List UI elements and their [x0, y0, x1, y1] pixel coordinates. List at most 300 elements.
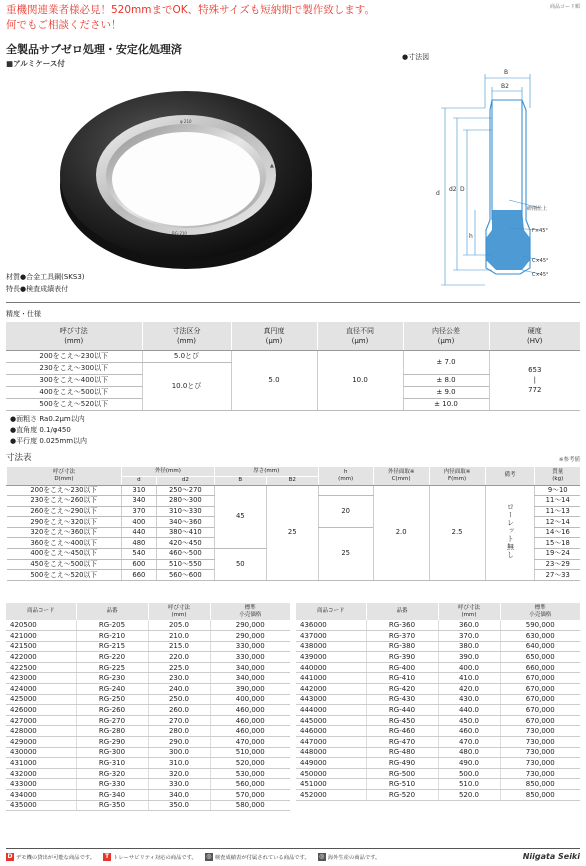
cell: 320をこえ～360以下 — [7, 527, 122, 538]
ring-hole — [112, 132, 260, 226]
cell-h: 20 — [318, 496, 373, 528]
table-row — [296, 737, 580, 748]
spec-table — [6, 322, 580, 411]
nominal-size: 205.0 — [148, 620, 210, 631]
ring-size-mark: φ 210 — [180, 119, 192, 124]
retail-price: 330,000 — [210, 652, 290, 663]
col-b2: B2 — [266, 476, 318, 485]
col-nominal-size: 呼び寸法 (mm) — [148, 603, 210, 620]
label-D: D — [460, 186, 465, 193]
retail-price: 590,000 — [500, 620, 580, 631]
product-code: 429000 — [6, 737, 76, 748]
product-code: 448000 — [296, 747, 366, 758]
cell-size-step: 10.0とび — [142, 362, 231, 410]
dimension-drawing-label: ●寸法図 — [402, 53, 430, 61]
table-row — [296, 715, 580, 726]
cell: 600 — [121, 559, 156, 570]
cell: 560～600 — [156, 570, 214, 581]
table-row — [7, 485, 581, 496]
retail-price: 670,000 — [500, 673, 580, 684]
product-code: 420500 — [6, 620, 76, 631]
col-roundness: 真円度 (µm) — [231, 322, 317, 350]
part-number: RG-230 — [76, 673, 148, 684]
part-number: RG-330 — [76, 779, 148, 790]
retail-price: 560,000 — [210, 779, 290, 790]
product-code: 425000 — [6, 694, 76, 705]
col-size-step: 寸法区分 (mm) — [142, 322, 231, 350]
material-info — [6, 271, 85, 295]
cell: 27～33 — [535, 570, 580, 581]
product-code: 422000 — [6, 652, 76, 663]
cell-c: 2.0 — [373, 485, 429, 580]
catalog-sort-note: 商品コード順 — [549, 4, 580, 10]
nominal-size: 220.0 — [148, 652, 210, 663]
cell-f: 2.5 — [429, 485, 485, 580]
legend-traceability — [103, 853, 197, 861]
part-number: RG-380 — [366, 641, 438, 652]
retail-price: 530,000 — [210, 768, 290, 779]
part-number: RG-410 — [366, 673, 438, 684]
table-row — [296, 705, 580, 716]
cell: 230をこえ～300以下 — [6, 362, 142, 374]
table-row — [6, 641, 290, 652]
legend-text: 検査成績表が付属されている商品です。 — [214, 854, 310, 861]
label-b: B — [504, 69, 509, 76]
brand-logo: Niigata Seiki — [522, 852, 580, 861]
part-number: RG-360 — [366, 620, 438, 631]
nominal-size: 520.0 — [438, 790, 500, 801]
cell: 450をこえ～500以下 — [7, 559, 122, 570]
nominal-size: 420.0 — [438, 684, 500, 695]
cell: ± 7.0 — [403, 350, 489, 374]
product-code: 430000 — [6, 747, 76, 758]
product-code: 445000 — [296, 715, 366, 726]
nominal-size: 430.0 — [438, 694, 500, 705]
nominal-size: 460.0 — [438, 726, 500, 737]
label-b2: B2 — [501, 83, 509, 90]
part-number: RG-370 — [366, 631, 438, 642]
spec-section-label: 精度・仕様 — [6, 310, 41, 318]
promo-line: 重機関連業者様必見！520mmまでOK、特殊サイズも短納期で製作致します。 — [6, 4, 375, 16]
cell: 420～450 — [156, 538, 214, 549]
table-row — [6, 684, 290, 695]
retail-price: 520,000 — [210, 758, 290, 769]
footer-divider — [6, 848, 580, 849]
spec-header-row — [6, 322, 580, 350]
product-code: 437000 — [296, 631, 366, 642]
col-product-code: 商品コード — [296, 603, 366, 620]
retail-price: 510,000 — [210, 747, 290, 758]
dimension-drawing — [430, 60, 580, 292]
retail-price: 730,000 — [500, 758, 580, 769]
nominal-size: 310.0 — [148, 758, 210, 769]
cell: 380～410 — [156, 527, 214, 538]
cell: 23～29 — [535, 559, 580, 570]
nominal-size: 350.0 — [148, 800, 210, 811]
cell: 11～14 — [535, 496, 580, 507]
promo-banner — [6, 3, 375, 33]
section-divider — [6, 302, 580, 303]
note-parallelism: ●平行度 0.025mm以内 — [10, 437, 88, 445]
code-header-row — [296, 603, 580, 620]
cell: 230をこえ～260以下 — [7, 496, 122, 507]
nominal-size: 510.0 — [438, 779, 500, 790]
cell: 300をこえ～400以下 — [6, 374, 142, 386]
product-code: 442000 — [296, 684, 366, 695]
cell: 480 — [121, 538, 156, 549]
table-row — [6, 620, 290, 631]
product-code-table-left — [6, 603, 290, 811]
part-number: RG-340 — [76, 790, 148, 801]
label-c45-a: C×45° — [532, 258, 549, 264]
table-row — [296, 631, 580, 642]
nominal-size: 330.0 — [148, 779, 210, 790]
dimensions-table — [6, 467, 580, 581]
retail-price: 290,000 — [210, 631, 290, 642]
col-c: 外径面取※ C(mm) — [373, 467, 429, 485]
overseas-icon: ◎ — [319, 852, 325, 860]
product-code: 426000 — [6, 705, 76, 716]
col-thickness: 厚さ(mm) — [214, 467, 318, 476]
product-code: 434000 — [6, 790, 76, 801]
cell-roundness: 5.0 — [231, 350, 317, 410]
cell-diameter-variation: 10.0 — [317, 350, 403, 410]
part-number: RG-390 — [366, 652, 438, 663]
col-price: 標準 小売価格 — [500, 603, 580, 620]
retail-price: 330,000 — [210, 641, 290, 652]
col-hardness: 硬度 (HV) — [489, 322, 580, 350]
part-number: RG-240 — [76, 684, 148, 695]
table-row — [6, 673, 290, 684]
part-number: RG-280 — [76, 726, 148, 737]
col-f: 内径面取※ F(mm) — [429, 467, 485, 485]
retail-price: 290,000 — [210, 620, 290, 631]
product-code: 435000 — [6, 800, 76, 811]
cell: 310 — [121, 485, 156, 496]
part-number: RG-210 — [76, 631, 148, 642]
table-row — [296, 641, 580, 652]
label-finish: 研削仕上 — [527, 206, 548, 212]
label-h: h — [469, 233, 473, 240]
table-row — [296, 726, 580, 737]
part-number: RG-460 — [366, 726, 438, 737]
part-number: RG-205 — [76, 620, 148, 631]
product-code: 451000 — [296, 779, 366, 790]
col-product-code: 商品コード — [6, 603, 76, 620]
retail-price: 630,000 — [500, 631, 580, 642]
table-row — [6, 715, 290, 726]
retail-price: 650,000 — [500, 652, 580, 663]
product-code: 446000 — [296, 726, 366, 737]
spec-notes — [10, 414, 87, 447]
reference-note: ※参考値 — [558, 457, 580, 463]
nominal-size: 340.0 — [148, 790, 210, 801]
legend-text: トレーサビリティ対応の商品です。 — [113, 854, 197, 861]
legend-text: 海外生産の商品です。 — [327, 854, 381, 861]
ring-model-mark: RG-210 — [172, 231, 187, 236]
product-code: 431000 — [6, 758, 76, 769]
table-row — [296, 662, 580, 673]
table-row — [6, 779, 290, 790]
cell-b: 50 — [214, 549, 266, 581]
part-number: RG-225 — [76, 662, 148, 673]
product-code: 447000 — [296, 737, 366, 748]
product-code-table-right — [296, 603, 580, 801]
nominal-size: 440.0 — [438, 705, 500, 716]
table-row — [296, 747, 580, 758]
part-number: RG-430 — [366, 694, 438, 705]
col-part-number: 品番 — [366, 603, 438, 620]
ring-gauge-photo — [52, 75, 322, 271]
nominal-size: 225.0 — [148, 662, 210, 673]
col-d: d — [121, 476, 156, 485]
nominal-size: 470.0 — [438, 737, 500, 748]
cell: 370 — [121, 506, 156, 517]
product-code: 439000 — [296, 652, 366, 663]
cell: 500をこえ～520以下 — [7, 570, 122, 581]
feature-line: 特長●検査成績表付 — [6, 285, 69, 293]
table-row — [296, 768, 580, 779]
cell: 310～330 — [156, 506, 214, 517]
label-d: d — [436, 190, 440, 197]
code-rows — [296, 620, 580, 800]
cell: 15～18 — [535, 538, 580, 549]
table-row — [6, 790, 290, 801]
table-row — [6, 662, 290, 673]
part-number: RG-220 — [76, 652, 148, 663]
part-number: RG-400 — [366, 662, 438, 673]
note-roughness: ●面粗さ Ra0.2µm以内 — [10, 415, 85, 423]
cell: 14～16 — [535, 527, 580, 538]
product-code: 450000 — [296, 768, 366, 779]
product-code: 449000 — [296, 758, 366, 769]
col-nominal: 呼び寸法 (mm) — [6, 322, 142, 350]
col-outer-diameter: 外径(mm) — [121, 467, 214, 476]
retail-price: 670,000 — [500, 684, 580, 695]
part-number: RG-480 — [366, 747, 438, 758]
cell: 440 — [121, 527, 156, 538]
product-code: 433000 — [6, 779, 76, 790]
cell-remark — [485, 485, 535, 580]
page-title: 全製品サブゼロ処理・安定化処理済 — [6, 43, 182, 56]
table-row — [296, 790, 580, 801]
legend-text: デモ機の貸出が可能な商品です。 — [16, 854, 96, 861]
cell: 400 — [121, 517, 156, 528]
nominal-size: 320.0 — [148, 768, 210, 779]
label-f45: F×45° — [532, 228, 548, 234]
product-code: 441000 — [296, 673, 366, 684]
cell: 510～550 — [156, 559, 214, 570]
promo-line: 何でもご相談ください！ — [6, 19, 122, 31]
table-row — [296, 694, 580, 705]
table-row — [6, 350, 580, 362]
col-nominal: 呼び寸法 D(mm) — [7, 467, 122, 485]
col-h: h (mm) — [318, 467, 373, 485]
product-code: 438000 — [296, 641, 366, 652]
col-part-number: 品番 — [76, 603, 148, 620]
part-number: RG-450 — [366, 715, 438, 726]
hardness-min: 653 — [528, 366, 542, 374]
dims-header-row — [7, 467, 581, 476]
table-row — [6, 694, 290, 705]
table-row — [6, 747, 290, 758]
hardness-max: 772 — [528, 386, 542, 394]
table-row — [296, 779, 580, 790]
part-number: RG-520 — [366, 790, 438, 801]
retail-price: 670,000 — [500, 705, 580, 716]
retail-price: 460,000 — [210, 705, 290, 716]
nominal-size: 215.0 — [148, 641, 210, 652]
retail-price: 850,000 — [500, 779, 580, 790]
col-bore-tolerance: 内径公差 (µm) — [403, 322, 489, 350]
cell: 12～14 — [535, 517, 580, 528]
footer-legend — [6, 852, 580, 861]
product-code: 440000 — [296, 662, 366, 673]
cell: 340 — [121, 496, 156, 507]
table-row — [6, 652, 290, 663]
table-row — [296, 620, 580, 631]
nominal-size: 500.0 — [438, 768, 500, 779]
nominal-size: 370.0 — [438, 631, 500, 642]
table-row — [6, 800, 290, 811]
table-row — [296, 684, 580, 695]
retail-price: 570,000 — [210, 790, 290, 801]
cell: 11～13 — [535, 506, 580, 517]
nominal-size: 210.0 — [148, 631, 210, 642]
nominal-size: 380.0 — [438, 641, 500, 652]
nominal-size: 410.0 — [438, 673, 500, 684]
col-d2: d2 — [156, 476, 214, 485]
legend-inspection — [205, 853, 310, 861]
product-code: 427000 — [6, 715, 76, 726]
code-header-row — [6, 603, 290, 620]
remark-text: ローレット無し — [506, 503, 515, 560]
part-number: RG-350 — [76, 800, 148, 811]
case-note: ■アルミケース付 — [6, 59, 65, 68]
col-price: 標準 小売価格 — [210, 603, 290, 620]
nominal-size: 390.0 — [438, 652, 500, 663]
table-row — [6, 726, 290, 737]
retail-price: 730,000 — [500, 726, 580, 737]
table-row — [6, 705, 290, 716]
cell-h: 25 — [318, 527, 373, 580]
product-code: 421500 — [6, 641, 76, 652]
demo-icon: D — [7, 852, 13, 860]
retail-price: 340,000 — [210, 673, 290, 684]
nominal-size: 230.0 — [148, 673, 210, 684]
nominal-size: 400.0 — [438, 662, 500, 673]
product-code: 421000 — [6, 631, 76, 642]
retail-price: 470,000 — [210, 737, 290, 748]
cell: 5.0とび — [142, 350, 231, 362]
part-number: RG-215 — [76, 641, 148, 652]
part-number: RG-300 — [76, 747, 148, 758]
product-code: 428000 — [6, 726, 76, 737]
retail-price: 730,000 — [500, 737, 580, 748]
cell: 360をこえ～400以下 — [7, 538, 122, 549]
label-d2: d2 — [449, 186, 457, 193]
cell: 400をこえ～450以下 — [7, 549, 122, 560]
nominal-size: 480.0 — [438, 747, 500, 758]
cell: 460～500 — [156, 549, 214, 560]
part-number: RG-440 — [366, 705, 438, 716]
cell-b: 45 — [214, 485, 266, 549]
label-c45-b: C×45° — [532, 272, 549, 278]
nominal-size: 260.0 — [148, 705, 210, 716]
cell: ± 10.0 — [403, 398, 489, 410]
part-number: RG-490 — [366, 758, 438, 769]
part-number: RG-290 — [76, 737, 148, 748]
material-line: 材質●合金工具鋼(SKS3) — [6, 273, 85, 281]
cell: 9～10 — [535, 485, 580, 496]
cell: 250～270 — [156, 485, 214, 496]
cell: 200をこえ～230以下 — [6, 350, 142, 362]
dimensions-section-label: 寸法表 — [6, 453, 32, 463]
cell: 260をこえ～290以下 — [7, 506, 122, 517]
col-mass: 質量 (kg) — [535, 467, 580, 485]
cell: 280～300 — [156, 496, 214, 507]
cell-hardness — [489, 350, 580, 410]
inspection-icon: ◎ — [206, 852, 212, 860]
table-row — [296, 652, 580, 663]
part-number: RG-250 — [76, 694, 148, 705]
product-code: 436000 — [296, 620, 366, 631]
retail-price: 400,000 — [210, 694, 290, 705]
cell: ± 9.0 — [403, 386, 489, 398]
cell: 500をこえ～520以下 — [6, 398, 142, 410]
table-row — [6, 737, 290, 748]
retail-price: 850,000 — [500, 790, 580, 801]
table-row — [6, 768, 290, 779]
ring-arrow-mark: ▲ — [270, 163, 274, 169]
part-number: RG-270 — [76, 715, 148, 726]
note-squareness: ●直角度 0.1/φ450 — [10, 426, 71, 434]
nominal-size: 450.0 — [438, 715, 500, 726]
cell — [318, 485, 373, 496]
product-code: 452000 — [296, 790, 366, 801]
legend-demo — [6, 853, 95, 861]
part-number: RG-420 — [366, 684, 438, 695]
cell: 290をこえ～320以下 — [7, 517, 122, 528]
table-row — [296, 758, 580, 769]
part-number: RG-500 — [366, 768, 438, 779]
retail-price: 730,000 — [500, 768, 580, 779]
product-code: 424000 — [6, 684, 76, 695]
part-number: RG-320 — [76, 768, 148, 779]
part-number: RG-260 — [76, 705, 148, 716]
cell: ± 8.0 — [403, 374, 489, 386]
retail-price: 460,000 — [210, 726, 290, 737]
product-code: 443000 — [296, 694, 366, 705]
retail-price: 580,000 — [210, 800, 290, 811]
col-nominal-size: 呼び寸法 (mm) — [438, 603, 500, 620]
table-row — [6, 631, 290, 642]
hardness-sep: | — [533, 376, 536, 384]
nominal-size: 360.0 — [438, 620, 500, 631]
retail-price: 390,000 — [210, 684, 290, 695]
nominal-size: 240.0 — [148, 684, 210, 695]
cell-b2: 25 — [266, 485, 318, 580]
cell: 200をこえ～230以下 — [7, 485, 122, 496]
cell: 540 — [121, 549, 156, 560]
retail-price: 340,000 — [210, 662, 290, 673]
retail-price: 670,000 — [500, 694, 580, 705]
table-row — [6, 758, 290, 769]
cell: 340～360 — [156, 517, 214, 528]
traceability-icon: T — [104, 852, 110, 860]
col-diameter-variation: 直径不同 (µm) — [317, 322, 403, 350]
cell: 400をこえ～500以下 — [6, 386, 142, 398]
